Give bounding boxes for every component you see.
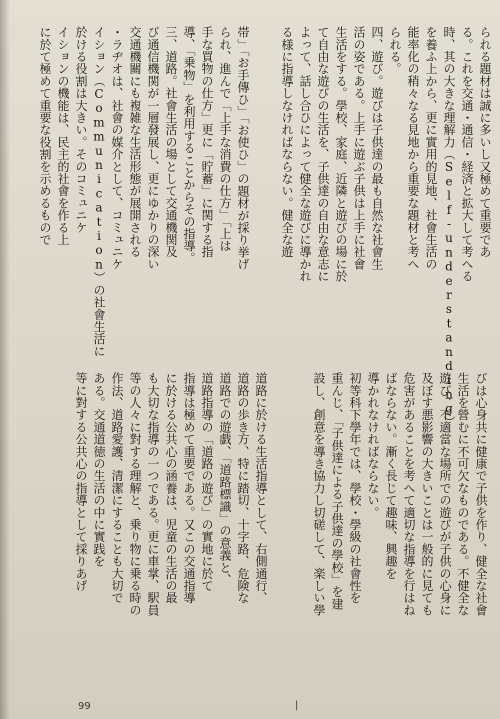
text-column: 導かれなければならない。 [366, 372, 380, 519]
text-column: ある。交通道徳の生活の中に實践を [92, 372, 106, 568]
page-number: 99 [78, 701, 91, 712]
text-column: イション（Communication）の社會生活に [92, 26, 106, 357]
text-column: 初等科下學年では、學校・學級の社會性を [348, 372, 362, 604]
text-column: びは心身共に健康で子供を作り、健全な社會 [474, 372, 488, 616]
text-column: 能率化の稍々なる見地から重要な題材と考へ [406, 26, 420, 270]
text-column: を養ふ上から、更に實用的見地、社會生活の [424, 26, 438, 270]
text-column: 及ぼす悪影響の大きいことは一般的に見ても [420, 372, 434, 616]
text-column: 帯」「お手傳ひ」「お使ひ」の題材が採り挙げ [236, 26, 250, 271]
text-column: る。これを交通・通信・経済と拡大して考へる [460, 26, 474, 283]
text-column: び通信機関が一層發展し、更にゆかりの深い [146, 26, 160, 270]
text-column: 時、其の大きな理解力（Self-understanding） [442, 26, 456, 428]
text-column: イションの機能は、民主的社會を作る上 [56, 26, 70, 246]
text-column: 生活を營むに不可欠なものである。不健全な [456, 372, 470, 616]
text-column: 三、道路。社會生活の場として交通機関及 [164, 26, 178, 258]
text-column: よって、話し合ひによって健全な遊びに導かれ [298, 26, 312, 283]
text-column: 遊び、不適當な場所での遊びが子供の心身に [438, 372, 452, 616]
text-column: 手な買物の仕方」更に「貯蓄」に関する指 [200, 26, 214, 258]
text-block-bottom-left [40, 372, 270, 672]
text-column: 設し、創意を導き協力し切磋して、楽しい學 [312, 372, 326, 616]
text-block-top-right [262, 26, 494, 428]
text-block-bottom-right [285, 372, 490, 672]
text-column: る様に指導しなければならない。健全な遊 [280, 26, 294, 258]
text-column: 道路に於ける生活指導として、右側通行、 [254, 372, 268, 604]
text-column: 導、「乗物」を利用することからその指導。 [182, 26, 196, 264]
text-column: られる。 [388, 26, 402, 75]
text-column: 作法、道路愛護、清潔にすることも大切で [110, 372, 124, 604]
text-column: られ、進んで「上手な消費の仕方」「上は [218, 26, 232, 252]
text-column: 危害があることを考へて適切な指導を行はね [402, 372, 416, 616]
text-column: 四、遊び。遊びは子供達の最も自然な社會生 [370, 26, 384, 270]
text-column: 交通機關にも複雑な生活形態が展開される [128, 26, 142, 258]
text-column: 重んじ、「子供達による子供達の學校」を建 [330, 372, 344, 610]
text-block-top-left [38, 26, 252, 357]
text-column: 指導は極めて重要である。又この交通指導 [182, 372, 196, 604]
text-column: 道路の歩き方、特に踏切、十字路、危険な [236, 372, 250, 604]
text-column: て自由な遊びの生活を、子供達の自由な意志に [316, 26, 330, 283]
text-column: られる題材は誠に多いし又極めて重要であ [478, 26, 492, 258]
text-column: 道路指導の「道路の遊び」の實地に於て [200, 372, 214, 592]
text-column: 活の姿である。上手に遊ぶ子供は上手に社會 [352, 26, 366, 270]
text-column: 等に對する公共心の指導として採りあげ [74, 372, 88, 592]
footer-mark: | [295, 700, 299, 711]
text-column: に於て極めて重要な役割を示めるもので [38, 26, 52, 246]
text-column: も大切な指導の一つである。更に車掌、駅員 [146, 372, 160, 616]
text-column: 等の人々に對する理解と、乗り物に乗る時の [128, 372, 142, 616]
text-column: 道路での遊戯、「道路標識」の意義と、 [218, 372, 232, 586]
binding-shadow [0, 0, 10, 719]
text-column: に於ける公共心の涵養は、児童の生活の最 [164, 372, 178, 604]
text-column: 生活をする。學校、家庭、近隣と遊びの場に於 [334, 26, 348, 283]
text-column: ばならない。漸く長じて趣味、興趣を [384, 372, 398, 580]
text-column: 於ける役割は大きい。そのコミュニケ [74, 26, 88, 234]
text-column: ・ラヂオは、社會の媒介として、コミュニケ [110, 26, 124, 270]
